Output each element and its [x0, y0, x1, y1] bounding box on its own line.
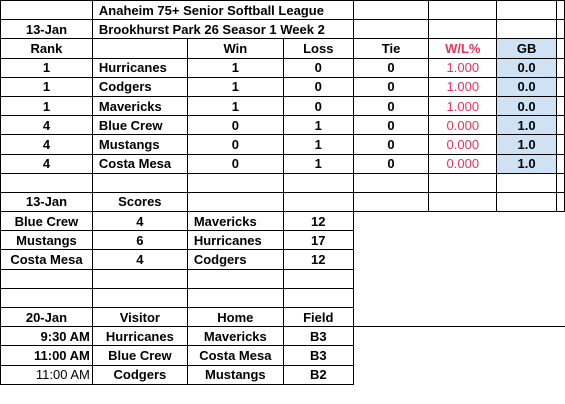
pct-cell[interactable]: 0.000 — [429, 116, 497, 135]
col-header-visitor[interactable]: Visitor — [92, 308, 187, 327]
win-cell[interactable]: 0 — [187, 154, 283, 173]
pct-cell[interactable]: 0.000 — [429, 135, 497, 154]
win-cell[interactable]: 1 — [187, 58, 283, 77]
cell[interactable] — [283, 192, 353, 211]
cell[interactable] — [283, 288, 353, 307]
score-team1[interactable]: Costa Mesa — [1, 250, 93, 269]
league-title[interactable]: Anaheim 75+ Senior Softball League — [92, 1, 353, 20]
standings-header-row — [1, 39, 565, 58]
cell[interactable] — [187, 192, 283, 211]
team-cell[interactable]: Codgers — [92, 77, 187, 96]
cell[interactable] — [187, 288, 283, 307]
scores-header-row — [1, 192, 565, 211]
cell[interactable] — [429, 20, 497, 39]
title-row — [1, 1, 565, 20]
pct-cell[interactable]: 1.000 — [429, 58, 497, 77]
header-date[interactable]: 13-Jan — [1, 20, 93, 39]
cell[interactable] — [497, 20, 557, 39]
score-value1[interactable]: 6 — [92, 231, 187, 250]
score-team1[interactable]: Blue Crew — [1, 212, 93, 231]
col-header-team[interactable] — [92, 39, 187, 58]
subtitle-row — [1, 20, 565, 39]
loss-cell[interactable]: 0 — [283, 96, 353, 115]
tie-cell[interactable]: 0 — [353, 77, 429, 96]
empty-row — [1, 173, 565, 192]
win-cell[interactable]: 1 — [187, 77, 283, 96]
cell[interactable] — [556, 96, 564, 115]
cell[interactable] — [187, 269, 283, 288]
cell[interactable] — [92, 269, 187, 288]
team-cell[interactable]: Mavericks — [92, 96, 187, 115]
cell[interactable] — [497, 192, 557, 211]
rank-cell[interactable]: 4 — [1, 116, 93, 135]
home-cell[interactable]: Mustangs — [187, 365, 283, 384]
rank-cell[interactable]: 1 — [1, 96, 93, 115]
score-value2[interactable]: 17 — [283, 231, 353, 250]
win-cell[interactable]: 0 — [187, 135, 283, 154]
field-cell[interactable]: B3 — [283, 346, 353, 365]
gb-cell[interactable]: 0.0 — [497, 96, 557, 115]
col-header-gb[interactable]: GB — [497, 39, 557, 58]
game-time[interactable]: 9:30 AM — [1, 327, 93, 346]
tie-cell[interactable]: 0 — [353, 96, 429, 115]
blank-area — [353, 212, 564, 327]
cell[interactable] — [283, 269, 353, 288]
cell[interactable] — [92, 288, 187, 307]
score-team1[interactable]: Mustangs — [1, 231, 93, 250]
gb-cell[interactable]: 1.0 — [497, 154, 557, 173]
col-header-rank[interactable]: Rank — [1, 39, 93, 58]
cell[interactable] — [497, 173, 557, 192]
score-value1[interactable]: 4 — [92, 212, 187, 231]
cell[interactable] — [556, 20, 564, 39]
cell[interactable] — [1, 269, 93, 288]
col-header-field[interactable]: Field — [283, 308, 353, 327]
cell[interactable] — [429, 1, 497, 20]
visitor-cell[interactable]: Blue Crew — [92, 346, 187, 365]
col-header-loss[interactable]: Loss — [283, 39, 353, 58]
win-cell[interactable]: 1 — [187, 96, 283, 115]
cell[interactable] — [556, 1, 564, 20]
home-cell[interactable]: Mavericks — [187, 327, 283, 346]
col-header-win[interactable]: Win — [187, 39, 283, 58]
score-value1[interactable]: 4 — [92, 250, 187, 269]
cell[interactable] — [353, 20, 429, 39]
cell[interactable] — [187, 173, 283, 192]
score-value2[interactable]: 12 — [283, 212, 353, 231]
cell[interactable] — [556, 135, 564, 154]
loss-cell[interactable]: 0 — [283, 77, 353, 96]
cell[interactable] — [556, 192, 564, 211]
gb-cell[interactable]: 0.0 — [497, 58, 557, 77]
standings-row — [1, 154, 565, 173]
scores-label[interactable]: Scores — [92, 192, 187, 211]
game-time[interactable]: 11:00 AM — [1, 365, 93, 384]
field-cell[interactable]: B2 — [283, 365, 353, 384]
cell[interactable] — [353, 1, 429, 20]
score-team2[interactable]: Codgers — [187, 250, 283, 269]
score-team2[interactable]: Mavericks — [187, 212, 283, 231]
visitor-cell[interactable]: Codgers — [92, 365, 187, 384]
pct-cell[interactable]: 0.000 — [429, 154, 497, 173]
cell[interactable] — [1, 288, 93, 307]
tie-cell[interactable]: 0 — [353, 116, 429, 135]
cell[interactable] — [556, 58, 564, 77]
gb-cell[interactable]: 1.0 — [497, 135, 557, 154]
cell[interactable] — [92, 173, 187, 192]
col-header-home[interactable]: Home — [187, 308, 283, 327]
team-cell[interactable]: Costa Mesa — [92, 154, 187, 173]
home-cell[interactable]: Costa Mesa — [187, 346, 283, 365]
cell[interactable] — [429, 173, 497, 192]
team-cell[interactable]: Blue Crew — [92, 116, 187, 135]
loss-cell[interactable]: 1 — [283, 154, 353, 173]
scores-date[interactable]: 13-Jan — [1, 192, 93, 211]
schedule-row — [1, 327, 565, 346]
visitor-cell[interactable]: Hurricanes — [92, 327, 187, 346]
cell[interactable] — [556, 154, 564, 173]
cell[interactable] — [556, 77, 564, 96]
cell[interactable] — [556, 173, 564, 192]
pct-cell[interactable]: 1.000 — [429, 96, 497, 115]
standings-row — [1, 96, 565, 115]
score-team2[interactable]: Hurricanes — [187, 231, 283, 250]
rank-cell[interactable]: 1 — [1, 77, 93, 96]
cell[interactable] — [283, 173, 353, 192]
cell[interactable] — [556, 39, 564, 58]
score-value2[interactable]: 12 — [283, 250, 353, 269]
cell[interactable] — [497, 1, 557, 20]
schedule-date[interactable]: 20-Jan — [1, 308, 93, 327]
tie-cell[interactable]: 0 — [353, 58, 429, 77]
score-row — [1, 212, 565, 231]
cell[interactable] — [556, 116, 564, 135]
cell[interactable] — [1, 173, 93, 192]
loss-cell[interactable]: 1 — [283, 135, 353, 154]
loss-cell[interactable]: 1 — [283, 116, 353, 135]
col-header-pct[interactable]: W/L% — [429, 39, 497, 58]
cell[interactable] — [429, 192, 497, 211]
win-cell[interactable]: 0 — [187, 116, 283, 135]
game-time[interactable]: 11:00 AM — [1, 346, 93, 365]
standings-row — [1, 135, 565, 154]
rank-cell[interactable]: 1 — [1, 58, 93, 77]
rank-cell[interactable]: 4 — [1, 154, 93, 173]
col-header-tie[interactable]: Tie — [353, 39, 429, 58]
rank-cell[interactable]: 4 — [1, 135, 93, 154]
cell[interactable] — [353, 173, 429, 192]
tie-cell[interactable]: 0 — [353, 135, 429, 154]
gb-cell[interactable]: 0.0 — [497, 77, 557, 96]
league-subtitle[interactable]: Brookhurst Park 26 Seasor 1 Week 2 — [92, 20, 353, 39]
blank-area — [353, 327, 564, 385]
tie-cell[interactable]: 0 — [353, 154, 429, 173]
standings-row — [1, 116, 565, 135]
cell[interactable] — [353, 192, 429, 211]
field-cell[interactable]: B3 — [283, 327, 353, 346]
team-cell[interactable]: Mustangs — [92, 135, 187, 154]
cell[interactable] — [1, 1, 93, 20]
pct-cell[interactable]: 1.000 — [429, 77, 497, 96]
loss-cell[interactable]: 0 — [283, 58, 353, 77]
standings-row — [1, 58, 565, 77]
gb-cell[interactable]: 1.0 — [497, 116, 557, 135]
team-cell[interactable]: Hurricanes — [92, 58, 187, 77]
standings-row — [1, 77, 565, 96]
